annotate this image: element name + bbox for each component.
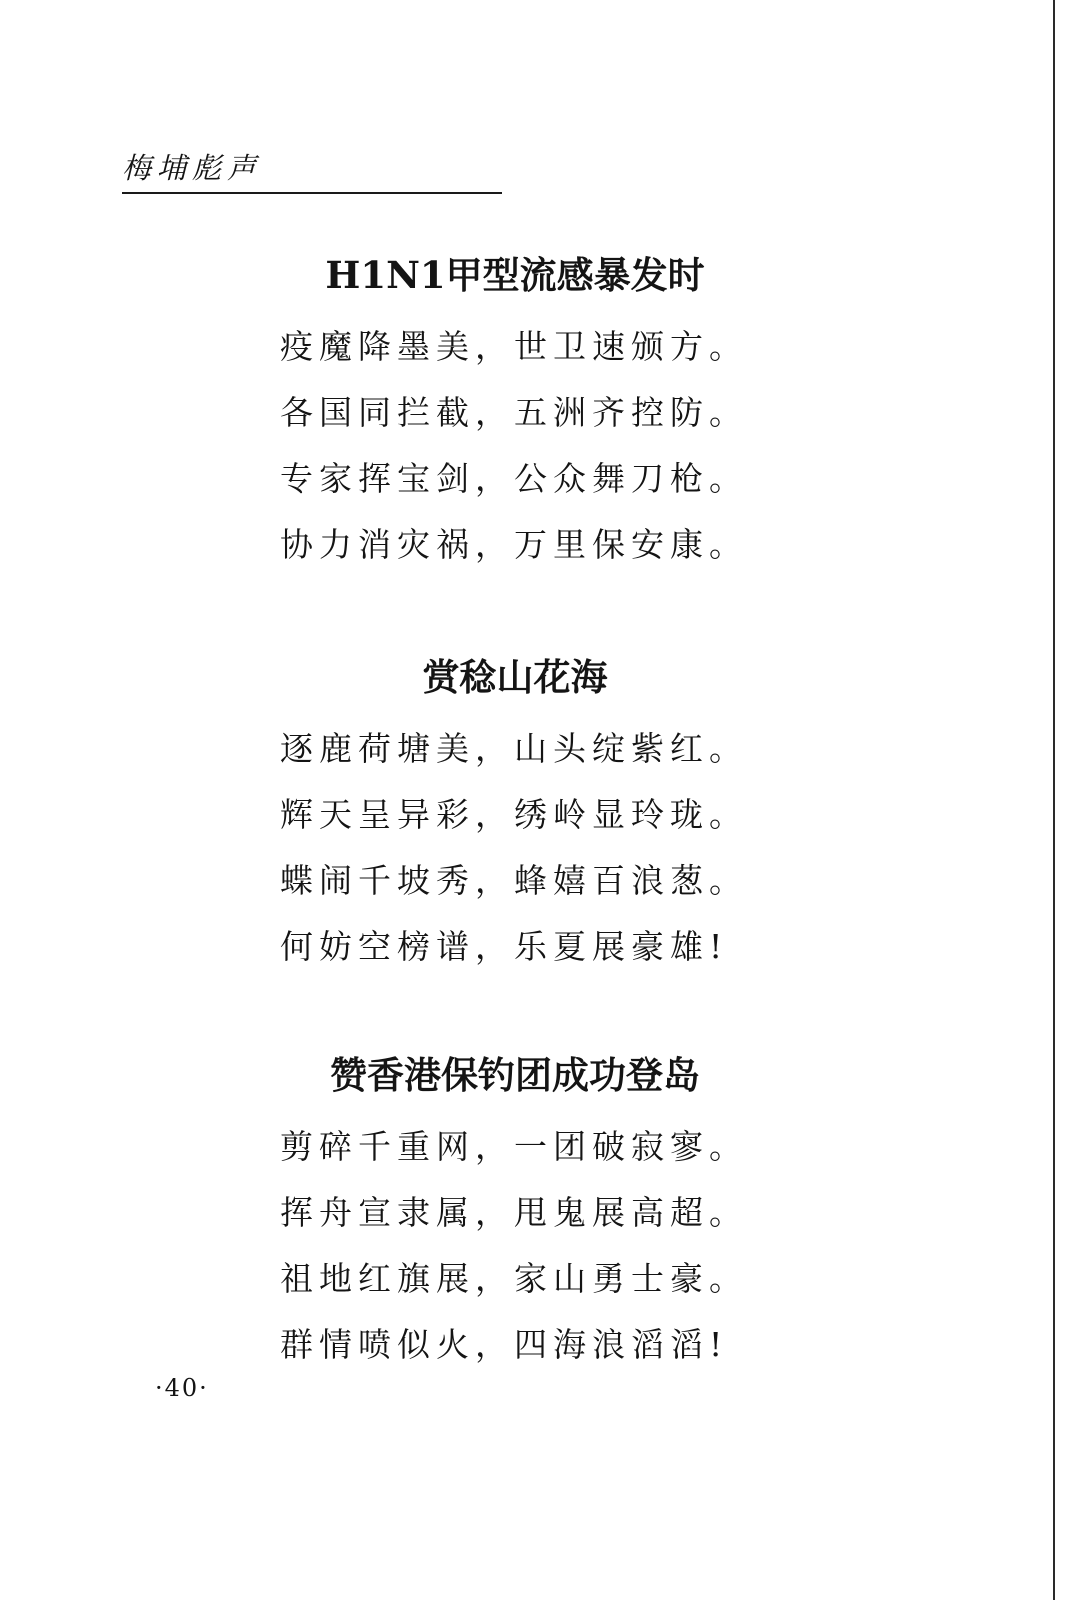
header-rule [122, 192, 502, 194]
poem-lines [280, 314, 800, 578]
running-title: 梅埔彪声 [122, 151, 263, 185]
poem-title: H1N1甲型流感暴发时 [325, 253, 705, 297]
poem-line: 祖地红旗展，家山勇士豪。 [280, 1259, 748, 1298]
poem [280, 1050, 800, 1378]
poem-line: 何妨空榜谱，乐夏展豪雄! [280, 927, 729, 966]
poem-line: 蝶闹千坡秀，蜂嬉百浪葱。 [280, 861, 748, 900]
poem-line: 挥舟宣隶属，甩鬼展高超。 [280, 1193, 748, 1232]
poem-line: 剪碎千重网，一团破寂寥。 [280, 1127, 748, 1166]
page-edge-line [1053, 0, 1055, 1600]
poem-line: 协力消灾祸，万里保安康。 [280, 525, 748, 564]
poem [280, 250, 800, 578]
poem-title: 赏稔山花海 [422, 655, 608, 699]
poem [280, 652, 800, 980]
poem-title: 赞香港保钓团成功登岛 [330, 1053, 700, 1097]
poem-line: 辉天呈异彩，绣岭显玲珑。 [280, 795, 748, 834]
running-header [122, 148, 502, 194]
poem-line: 逐鹿荷塘美，山头绽紫红。 [280, 729, 748, 768]
poem-line: 疫魔降墨美，世卫速颁方。 [280, 327, 748, 366]
poem-lines [280, 1114, 800, 1378]
poem-line: 专家挥宝剑，公众舞刀枪。 [280, 459, 748, 498]
poem-line: 群情喷似火，四海浪滔滔! [280, 1325, 729, 1364]
poem-line: 各国同拦截，五洲齐控防。 [280, 393, 748, 432]
poem-lines [280, 716, 800, 980]
page-number: ·40· [155, 1374, 209, 1402]
